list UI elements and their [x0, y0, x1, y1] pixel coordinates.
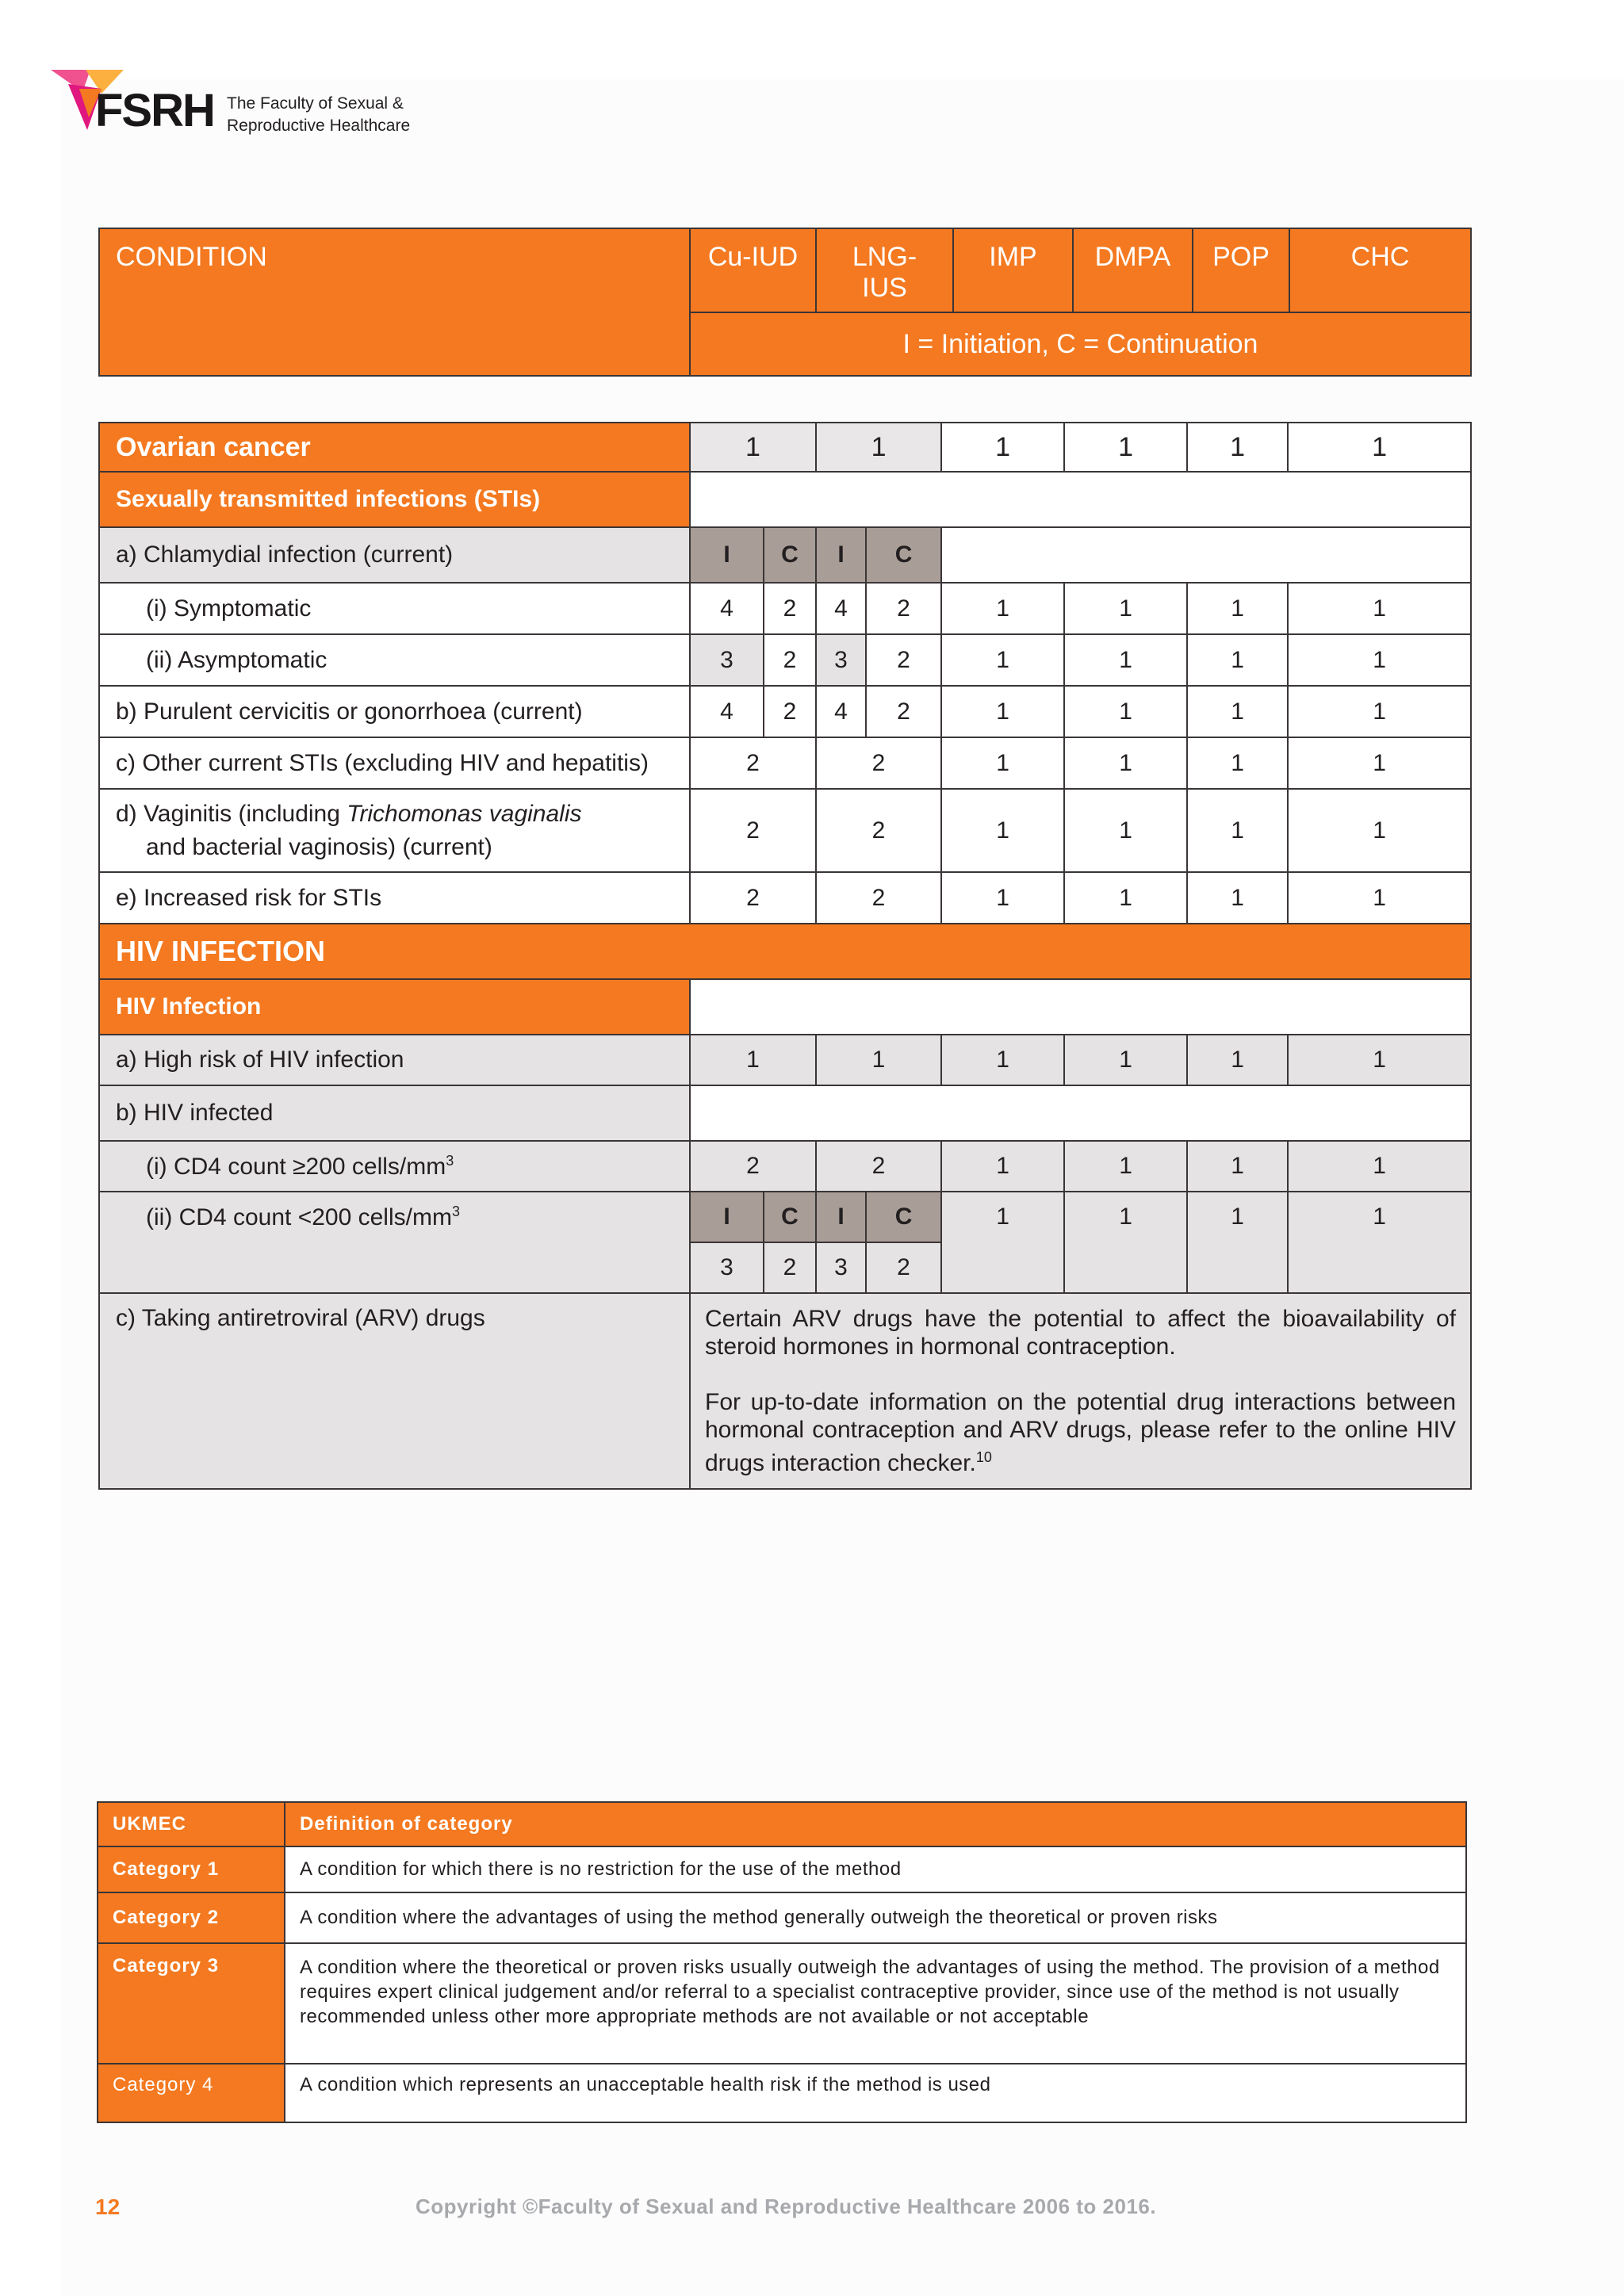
method-header-chc: CHC: [1289, 228, 1471, 312]
row-hiv-infected: [99, 1085, 1471, 1141]
value-cell: 1: [1064, 1035, 1187, 1085]
row-sti-section: [99, 472, 1471, 527]
definition-header: Definition of category: [285, 1802, 1466, 1846]
value-cell: 3: [690, 1242, 764, 1293]
value-cell: 1: [941, 686, 1064, 737]
copyright-notice: Copyright ©Faculty of Sexual and Reproductive Healthcare 2006 to 2016.: [416, 2195, 1157, 2218]
value-cell: 1: [941, 583, 1064, 634]
ovarian-dmpa: 1: [1064, 423, 1187, 472]
value-cell: 2: [690, 789, 816, 872]
row-purulent-cervicitis: [99, 686, 1471, 737]
value-cell: 1: [1187, 1035, 1288, 1085]
sti-section-label: Sexually transmitted infections (STIs): [99, 472, 690, 527]
symptomatic-label: (i) Symptomatic: [99, 583, 690, 634]
row-symptomatic: [99, 583, 1471, 634]
value-cell: 1: [941, 634, 1064, 686]
value-cell: 3: [816, 634, 866, 686]
value-cell: 1: [1064, 686, 1187, 737]
row-other-stis: [99, 737, 1471, 789]
ic-label: I: [816, 1192, 866, 1242]
condition-header: CONDITION: [99, 228, 690, 376]
value-cell: 2: [764, 634, 816, 686]
conditions-table: [98, 422, 1472, 1490]
arv-reference: 10: [975, 1449, 992, 1465]
category-1-definition: A condition for which there is no restriction for the use of the method: [285, 1846, 1466, 1892]
method-header-dmpa: DMPA: [1073, 228, 1193, 312]
value-cell: 2: [866, 634, 941, 686]
hiv-section-title: HIV INFECTION: [99, 924, 1471, 979]
category-4-label: Category 4: [98, 2064, 285, 2122]
method-header-cu-iud: Cu-IUD: [690, 228, 816, 312]
value-cell: 3: [690, 634, 764, 686]
row-hiv-high-risk: [99, 1035, 1471, 1085]
value-cell: 2: [866, 686, 941, 737]
value-cell: 1: [1064, 1141, 1187, 1192]
row-cd4-low: [99, 1192, 1471, 1242]
value-cell: 1: [1064, 1192, 1187, 1293]
hiv-subtitle-blank: [690, 979, 1471, 1035]
category-3-definition: A condition where the theoretical or proven risks usually outweigh the advantages of using the method. The provision of a method requires expert clinical judgement and/or referral to a specialist contraceptive provider, since use of the method is not usually recommended unless other more appropriate methods are not available or not acceptable: [285, 1943, 1466, 2064]
legend-row-category-2: [98, 1892, 1466, 1943]
chlamydia-blank: [941, 527, 1471, 583]
value-cell: 1: [1187, 1141, 1288, 1192]
vaginitis-label-pre: d) Vaginitis (including: [116, 800, 347, 827]
logo-abbrev: FSRH: [95, 85, 214, 136]
row-increased-risk: [99, 872, 1471, 924]
row-hiv-title: [99, 924, 1471, 979]
value-cell: 1: [1288, 1035, 1471, 1085]
value-cell: 2: [690, 1141, 816, 1192]
value-cell: 2: [816, 737, 941, 789]
value-cell: 2: [690, 872, 816, 924]
increased-risk-label: e) Increased risk for STIs: [99, 872, 690, 924]
arv-note-para2-text: For up-to-date information on the potential drug interactions between hormonal contraception and ARV drugs, please refer to the online HIV drugs interaction checker.: [705, 1389, 1457, 1476]
value-cell: 2: [866, 583, 941, 634]
value-cell: 1: [1187, 634, 1288, 686]
row-cd4-high: [99, 1141, 1471, 1192]
value-cell: 1: [941, 1141, 1064, 1192]
ovarian-cu-iud: 1: [690, 423, 816, 472]
value-cell: 2: [816, 872, 941, 924]
value-cell: 1: [1288, 789, 1471, 872]
asymptomatic-label: (ii) Asymptomatic: [99, 634, 690, 686]
value-cell: 1: [1187, 737, 1288, 789]
value-cell: 1: [1187, 1192, 1288, 1293]
initiation-continuation-legend: I = Initiation, C = Continuation: [690, 312, 1471, 376]
method-header-pop: POP: [1193, 228, 1289, 312]
value-cell: 1: [816, 1035, 941, 1085]
value-cell: 1: [1288, 737, 1471, 789]
category-1-label: Category 1: [98, 1846, 285, 1892]
vaginitis-label: [99, 789, 690, 872]
category-2-definition: A condition where the advantages of using the method generally outweigh the theoretical or proven risks: [285, 1892, 1466, 1943]
vaginitis-label-post: and bacterial vaginosis) (current): [146, 833, 492, 860]
value-cell: 2: [764, 1242, 816, 1293]
fsrh-logo[interactable]: [51, 68, 463, 141]
ukmec-header: UKMEC: [98, 1802, 285, 1846]
hiv-subtitle: HIV Infection: [99, 979, 690, 1035]
value-cell: 2: [764, 583, 816, 634]
value-cell: 1: [1288, 583, 1471, 634]
legend-row-category-1: [98, 1846, 1466, 1892]
logo-org-line2: Reproductive Healthcare: [227, 117, 411, 135]
purulent-label: b) Purulent cervicitis or gonorrhoea (current): [99, 686, 690, 737]
ovarian-pop: 1: [1187, 423, 1288, 472]
ovarian-cancer-label: Ovarian cancer: [99, 423, 690, 472]
sti-section-blank: [690, 472, 1471, 527]
value-cell: 4: [816, 686, 866, 737]
other-stis-label: c) Other current STIs (excluding HIV and hepatitis): [99, 737, 690, 789]
ovarian-imp: 1: [941, 423, 1064, 472]
value-cell: 2: [816, 789, 941, 872]
method-header-imp: IMP: [953, 228, 1073, 312]
value-cell: 1: [941, 1192, 1064, 1293]
legend-row-category-4: [98, 2064, 1466, 2122]
value-cell: 1: [1288, 686, 1471, 737]
value-cell: 4: [690, 686, 764, 737]
row-vaginitis: [99, 789, 1471, 872]
arv-note-para1: Certain ARV drugs have the potential to affect the bioavailability of steroid hormones in hormonal contraception.: [705, 1306, 1457, 1360]
vaginitis-label-italic: Trichomonas vaginalis: [347, 800, 582, 827]
value-cell: 1: [1187, 686, 1288, 737]
value-cell: 1: [1187, 872, 1288, 924]
category-3-label: Category 3: [98, 1943, 285, 2064]
category-4-definition: A condition which represents an unacceptable health risk if the method is used: [285, 2064, 1466, 2122]
chlamydia-label: a) Chlamydial infection (current): [99, 527, 690, 583]
value-cell: 4: [690, 583, 764, 634]
value-cell: 1: [1064, 872, 1187, 924]
value-cell: 3: [816, 1242, 866, 1293]
ic-label: C: [866, 527, 941, 583]
value-cell: 1: [1064, 737, 1187, 789]
ic-label: C: [764, 527, 816, 583]
logo-org-line1: The Faculty of Sexual &: [227, 94, 404, 113]
value-cell: 1: [1064, 583, 1187, 634]
ic-label: I: [690, 527, 764, 583]
arv-label: c) Taking antiretroviral (ARV) drugs: [99, 1293, 690, 1489]
arv-note: [690, 1293, 1471, 1489]
ic-label: I: [816, 527, 866, 583]
cd4-high-label: [99, 1141, 690, 1192]
ovarian-chc: 1: [1288, 423, 1471, 472]
value-cell: 1: [1064, 634, 1187, 686]
value-cell: 1: [941, 737, 1064, 789]
method-header-lng-ius: LNG-IUS: [816, 228, 953, 312]
ic-label: I: [690, 1192, 764, 1242]
value-cell: 1: [1187, 789, 1288, 872]
hiv-infected-label: b) HIV infected: [99, 1085, 690, 1141]
value-cell: 1: [1288, 1141, 1471, 1192]
value-cell: 4: [816, 583, 866, 634]
value-cell: 1: [941, 1035, 1064, 1085]
cd4-low-superscript: 3: [451, 1203, 460, 1219]
value-cell: 1: [1288, 1192, 1471, 1293]
legend-row-category-3: [98, 1943, 1466, 2064]
row-arv-drugs: [99, 1293, 1471, 1489]
value-cell: 1: [1288, 872, 1471, 924]
value-cell: 1: [1288, 634, 1471, 686]
cd4-high-superscript: 3: [446, 1152, 454, 1169]
value-cell: 2: [690, 737, 816, 789]
row-hiv-subtitle: [99, 979, 1471, 1035]
ovarian-lng-ius: 1: [816, 423, 941, 472]
value-cell: 1: [941, 872, 1064, 924]
row-chlamydia: [99, 527, 1471, 583]
value-cell: 1: [941, 789, 1064, 872]
value-cell: 2: [764, 686, 816, 737]
cd4-low-label-text: (ii) CD4 count <200 cells/mm: [146, 1204, 452, 1230]
arv-note-para2: [705, 1388, 1456, 1477]
row-ovarian-cancer: [99, 423, 1471, 472]
ic-label: C: [866, 1192, 941, 1242]
value-cell: 1: [690, 1035, 816, 1085]
ukmec-legend-table: [97, 1801, 1467, 2123]
category-2-label: Category 2: [98, 1892, 285, 1943]
hiv-infected-blank: [690, 1085, 1471, 1141]
ic-label: C: [764, 1192, 816, 1242]
hiv-high-risk-label: a) High risk of HIV infection: [99, 1035, 690, 1085]
method-header-table: [98, 228, 1472, 377]
cd4-high-label-text: (i) CD4 count ≥200 cells/mm: [146, 1153, 446, 1180]
row-asymptomatic: [99, 634, 1471, 686]
value-cell: 1: [1187, 583, 1288, 634]
cd4-low-label: [99, 1192, 690, 1293]
page-number: 12: [95, 2195, 121, 2219]
value-cell: 2: [866, 1242, 941, 1293]
value-cell: 2: [816, 1141, 941, 1192]
value-cell: 1: [1064, 789, 1187, 872]
